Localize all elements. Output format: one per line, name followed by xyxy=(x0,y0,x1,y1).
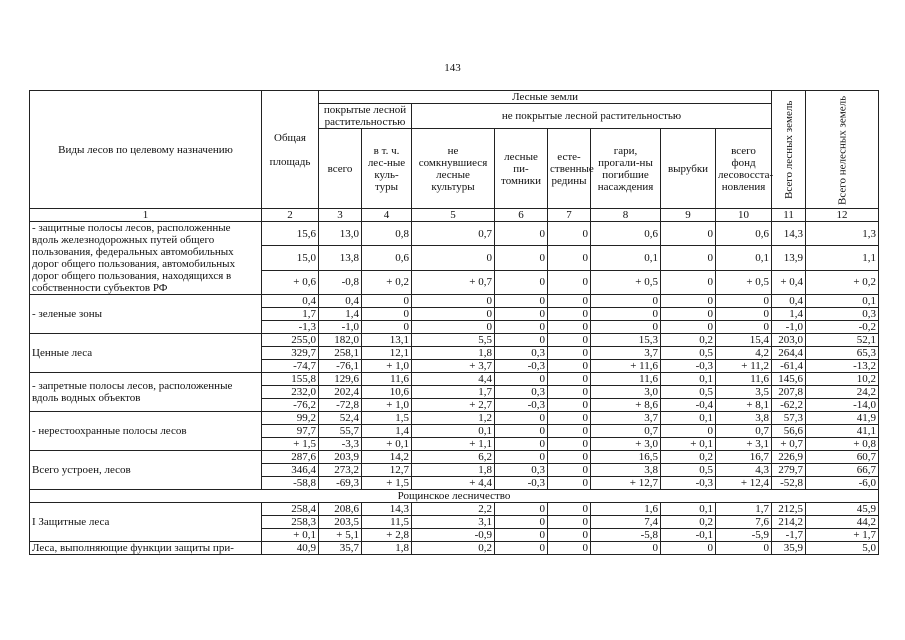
table-cell: 129,6 xyxy=(319,373,362,386)
table-cell: 15,0 xyxy=(262,246,319,270)
table-cell: 0 xyxy=(548,464,591,477)
table-cell: 0 xyxy=(362,295,412,308)
table-cell: 4,4 xyxy=(412,373,495,386)
table-cell: 3,7 xyxy=(591,412,661,425)
table-cell: 12,1 xyxy=(362,347,412,360)
table-cell: 258,1 xyxy=(319,347,362,360)
table-cell: 0 xyxy=(495,438,548,451)
table-cell: 0 xyxy=(716,295,772,308)
table-cell: 0 xyxy=(548,529,591,542)
table-cell: 0 xyxy=(548,503,591,516)
table-cell: + 1,0 xyxy=(362,399,412,412)
forest-table xyxy=(29,90,879,555)
column-number: 3 xyxy=(319,209,362,222)
table-cell: 0,4 xyxy=(772,295,806,308)
table-cell: 24,2 xyxy=(806,386,879,399)
table-cell: 13,8 xyxy=(319,246,362,270)
table-cell: -0,3 xyxy=(661,360,716,373)
table-cell: -58,8 xyxy=(262,477,319,490)
table-cell: 207,8 xyxy=(772,386,806,399)
table-cell: 279,7 xyxy=(772,464,806,477)
table-cell: 0 xyxy=(548,308,591,321)
table-cell: 155,8 xyxy=(262,373,319,386)
table-cell: 0,3 xyxy=(495,347,548,360)
table-cell: 0 xyxy=(495,222,548,246)
table-cell: 15,4 xyxy=(716,334,772,347)
table-row xyxy=(30,503,879,516)
table-cell: 12,7 xyxy=(362,464,412,477)
table-cell: 11,6 xyxy=(591,373,661,386)
table-cell: 0 xyxy=(548,425,591,438)
table-cell: 7,6 xyxy=(716,516,772,529)
header-burned: гари, прогали-ны погибшие насаждения xyxy=(591,129,661,209)
table-cell: 0 xyxy=(495,308,548,321)
table-cell: -0,3 xyxy=(495,477,548,490)
table-cell: 3,8 xyxy=(716,412,772,425)
table-cell: 0,5 xyxy=(661,464,716,477)
table-cell: 0 xyxy=(495,295,548,308)
table-cell: 0 xyxy=(661,270,716,294)
table-cell: 0 xyxy=(495,451,548,464)
table-cell: 0 xyxy=(412,321,495,334)
table-cell: 3,0 xyxy=(591,386,661,399)
table-row xyxy=(30,295,879,308)
table-cell: 1,7 xyxy=(716,503,772,516)
table-cell: 3,8 xyxy=(591,464,661,477)
table-cell: 0,3 xyxy=(495,464,548,477)
column-number: 9 xyxy=(661,209,716,222)
table-row xyxy=(30,542,879,555)
table-cell: 40,9 xyxy=(262,542,319,555)
table-row xyxy=(30,412,879,425)
table-cell: 35,9 xyxy=(772,542,806,555)
table-cell: + 1,5 xyxy=(362,477,412,490)
table-cell: 7,4 xyxy=(591,516,661,529)
table-cell: 56,6 xyxy=(772,425,806,438)
table-cell: 4,2 xyxy=(716,347,772,360)
table-cell: 10,2 xyxy=(806,373,879,386)
table-cell: 258,3 xyxy=(262,516,319,529)
table-cell: 203,9 xyxy=(319,451,362,464)
table-cell: 0 xyxy=(548,347,591,360)
table-cell: -74,7 xyxy=(262,360,319,373)
table-cell: 0 xyxy=(548,334,591,347)
header-total-nonforest: Всего нелесных земель xyxy=(806,91,879,209)
table-cell: + 3,0 xyxy=(591,438,661,451)
table-cell: 214,2 xyxy=(772,516,806,529)
table-cell: 0 xyxy=(495,246,548,270)
table-cell: -0,1 xyxy=(661,529,716,542)
header-total-fund: всего фонд лесовосста-новления xyxy=(716,129,772,209)
table-cell: + 0,6 xyxy=(262,270,319,294)
table-cell: 0,1 xyxy=(716,246,772,270)
table-cell: 0 xyxy=(716,321,772,334)
table-cell: 1,4 xyxy=(362,425,412,438)
table-cell: 0 xyxy=(412,308,495,321)
row-label: - нерестоохранные полосы лесов xyxy=(30,412,262,451)
table-cell: 182,0 xyxy=(319,334,362,347)
table-cell: 0 xyxy=(548,477,591,490)
header-plantations: в т. ч. лес-ные куль-туры xyxy=(362,129,412,209)
table-cell: 0 xyxy=(495,321,548,334)
header-nurseries: лесные пи-томники xyxy=(495,129,548,209)
column-number: 12 xyxy=(806,209,879,222)
column-number: 5 xyxy=(412,209,495,222)
table-cell: 0 xyxy=(495,270,548,294)
table-cell: 0 xyxy=(495,373,548,386)
table-cell: 264,4 xyxy=(772,347,806,360)
table-row xyxy=(30,451,879,464)
table-cell: 1,4 xyxy=(772,308,806,321)
table-cell: 0,1 xyxy=(806,295,879,308)
table-cell: 0 xyxy=(495,529,548,542)
table-cell: 0 xyxy=(661,308,716,321)
table-cell: 145,6 xyxy=(772,373,806,386)
table-cell: -3,3 xyxy=(319,438,362,451)
column-number: 6 xyxy=(495,209,548,222)
table-cell: 1,2 xyxy=(412,412,495,425)
table-cell: + 1,5 xyxy=(262,438,319,451)
table-cell: + 5,1 xyxy=(319,529,362,542)
table-cell: 0 xyxy=(495,503,548,516)
table-cell: 0,1 xyxy=(661,373,716,386)
table-cell: 0,1 xyxy=(661,412,716,425)
header-natural-sparse: есте-ственные редины xyxy=(548,129,591,209)
table-cell: 0 xyxy=(362,321,412,334)
table-cell: 0 xyxy=(412,295,495,308)
table-cell: + 3,1 xyxy=(716,438,772,451)
table-row xyxy=(30,373,879,386)
table-cell: + 4,4 xyxy=(412,477,495,490)
table-cell: + 0,4 xyxy=(772,270,806,294)
header-area: Общая площадь xyxy=(262,91,319,209)
table-cell: 14,3 xyxy=(362,503,412,516)
table-cell: 0,2 xyxy=(661,451,716,464)
table-cell: -76,2 xyxy=(262,399,319,412)
table-cell: 52,1 xyxy=(806,334,879,347)
column-number: 4 xyxy=(362,209,412,222)
table-cell: 0 xyxy=(591,308,661,321)
table-cell: 273,2 xyxy=(319,464,362,477)
table-cell: + 11,6 xyxy=(591,360,661,373)
column-number: 11 xyxy=(772,209,806,222)
table-cell: 0 xyxy=(548,451,591,464)
page-number: 143 xyxy=(444,62,461,74)
table-cell: 208,6 xyxy=(319,503,362,516)
table-cell: 212,5 xyxy=(772,503,806,516)
table-cell: 5,0 xyxy=(806,542,879,555)
table-cell: 1,1 xyxy=(806,246,879,270)
table-cell: 0,2 xyxy=(412,542,495,555)
table-cell: -13,2 xyxy=(806,360,879,373)
column-number: 10 xyxy=(716,209,772,222)
table-cell: 0,7 xyxy=(716,425,772,438)
table-cell: 41,9 xyxy=(806,412,879,425)
row-label: Всего устроен, лесов xyxy=(30,451,262,490)
header-forest-lands: Лесные земли xyxy=(319,91,772,104)
table-cell: + 1,1 xyxy=(412,438,495,451)
table-cell: 0 xyxy=(548,321,591,334)
table-cell: + 8,6 xyxy=(591,399,661,412)
table-cell: 1,3 xyxy=(806,222,879,246)
section-row xyxy=(30,490,879,503)
table-cell: -0,3 xyxy=(495,399,548,412)
table-cell: + 0,2 xyxy=(362,270,412,294)
table-cell: 0 xyxy=(716,542,772,555)
table-cell: 3,5 xyxy=(716,386,772,399)
table-cell: 287,6 xyxy=(262,451,319,464)
table-cell: + 0,8 xyxy=(806,438,879,451)
table-cell: 99,2 xyxy=(262,412,319,425)
header-types: Виды лесов по целевому назначению xyxy=(30,91,262,209)
table-cell: 15,6 xyxy=(262,222,319,246)
table-cell: 0 xyxy=(661,222,716,246)
table-cell: 0 xyxy=(495,425,548,438)
table-cell: 0,2 xyxy=(661,334,716,347)
table-cell: + 12,4 xyxy=(716,477,772,490)
table-cell: 0,3 xyxy=(495,386,548,399)
table-cell: -5,8 xyxy=(591,529,661,542)
table-cell: 13,9 xyxy=(772,246,806,270)
table-cell: 66,7 xyxy=(806,464,879,477)
table-cell: 0 xyxy=(661,295,716,308)
table-cell: 0 xyxy=(591,321,661,334)
table-cell: 0 xyxy=(548,399,591,412)
table-cell: 60,7 xyxy=(806,451,879,464)
table-cell: 0 xyxy=(548,270,591,294)
table-cell: + 1,0 xyxy=(362,360,412,373)
table-cell: 1,6 xyxy=(591,503,661,516)
table-cell: 3,1 xyxy=(412,516,495,529)
table-cell: 0 xyxy=(661,425,716,438)
table-cell: + 2,7 xyxy=(412,399,495,412)
table-cell: 13,1 xyxy=(362,334,412,347)
table-cell: 3,7 xyxy=(591,347,661,360)
table-cell: 0 xyxy=(412,246,495,270)
table-cell: 202,4 xyxy=(319,386,362,399)
table-cell: 55,7 xyxy=(319,425,362,438)
table-cell: -72,8 xyxy=(319,399,362,412)
table-cell: -62,2 xyxy=(772,399,806,412)
table-cell: -0,3 xyxy=(495,360,548,373)
table-cell: 329,7 xyxy=(262,347,319,360)
table-cell: 16,5 xyxy=(591,451,661,464)
header-clearings: вырубки xyxy=(661,129,716,209)
table-cell: + 3,7 xyxy=(412,360,495,373)
table-cell: + 0,5 xyxy=(716,270,772,294)
header-total-forest: Всего лесных земель xyxy=(772,91,806,209)
table-cell: 41,1 xyxy=(806,425,879,438)
table-cell: 13,0 xyxy=(319,222,362,246)
table-cell: 0 xyxy=(495,412,548,425)
table-cell: + 0,1 xyxy=(262,529,319,542)
table-cell: + 11,2 xyxy=(716,360,772,373)
table-cell: 0 xyxy=(591,542,661,555)
table-cell: 0,1 xyxy=(412,425,495,438)
table-cell: -0,8 xyxy=(319,270,362,294)
table-cell: + 0,1 xyxy=(362,438,412,451)
table-cell: 0,5 xyxy=(661,347,716,360)
row-label: - защитные полосы лесов, расположенные вдоль железнодорожных путей общего пользования, федеральных автомобильных дорог общего пользования, автомобильных дорог общего пользования, находящихся в собственности субъектов РФ xyxy=(30,222,262,295)
table-cell: -61,4 xyxy=(772,360,806,373)
table-cell: 5,5 xyxy=(412,334,495,347)
table-cell: 0,7 xyxy=(412,222,495,246)
table-cell: 0,6 xyxy=(591,222,661,246)
table-cell: 0,4 xyxy=(262,295,319,308)
table-cell: 0 xyxy=(495,334,548,347)
table-cell: -14,0 xyxy=(806,399,879,412)
row-label: - зеленые зоны xyxy=(30,295,262,334)
table-cell: + 0,2 xyxy=(806,270,879,294)
table-cell: + 0,5 xyxy=(591,270,661,294)
table-cell: 1,5 xyxy=(362,412,412,425)
table-cell: -52,8 xyxy=(772,477,806,490)
table-cell: + 0,1 xyxy=(661,438,716,451)
table-cell: -76,1 xyxy=(319,360,362,373)
table-cell: + 1,7 xyxy=(806,529,879,542)
table-cell: 0,2 xyxy=(661,516,716,529)
table-cell: -1,7 xyxy=(772,529,806,542)
table-cell: 0 xyxy=(716,308,772,321)
header-non-closed: не сомкнувшиеся лесные культуры xyxy=(412,129,495,209)
table-cell: 4,3 xyxy=(716,464,772,477)
table-cell: -1,0 xyxy=(319,321,362,334)
table-cell: 226,9 xyxy=(772,451,806,464)
table-cell: 0,1 xyxy=(591,246,661,270)
table-cell: -1,3 xyxy=(262,321,319,334)
table-cell: 6,2 xyxy=(412,451,495,464)
table-cell: 0,7 xyxy=(591,425,661,438)
table-cell: -5,9 xyxy=(716,529,772,542)
table-cell: 203,0 xyxy=(772,334,806,347)
row-label: Ценные леса xyxy=(30,334,262,373)
table-cell: 44,2 xyxy=(806,516,879,529)
table-cell: 0 xyxy=(548,516,591,529)
row-label: I Защитные леса xyxy=(30,503,262,542)
table-cell: 1,7 xyxy=(412,386,495,399)
table-cell: 15,3 xyxy=(591,334,661,347)
table-cell: 45,9 xyxy=(806,503,879,516)
table-cell: 11,5 xyxy=(362,516,412,529)
table-cell: 11,6 xyxy=(716,373,772,386)
header-not-covered: не покрытые лесной растительностью xyxy=(412,104,772,129)
table-cell: 2,2 xyxy=(412,503,495,516)
table-row xyxy=(30,222,879,246)
table-cell: 1,7 xyxy=(262,308,319,321)
table-cell: 346,4 xyxy=(262,464,319,477)
section-title: Рощинское лесничество xyxy=(30,490,879,503)
table-cell: 0 xyxy=(661,321,716,334)
table-cell: 0 xyxy=(362,308,412,321)
table-cell: 0 xyxy=(548,222,591,246)
table-cell: 0,5 xyxy=(661,386,716,399)
table-cell: -0,9 xyxy=(412,529,495,542)
table-cell: -6,0 xyxy=(806,477,879,490)
table-cell: 1,8 xyxy=(362,542,412,555)
table-cell: -69,3 xyxy=(319,477,362,490)
table-cell: + 0,7 xyxy=(412,270,495,294)
table-cell: 0 xyxy=(495,516,548,529)
table-cell: 65,3 xyxy=(806,347,879,360)
table-cell: 16,7 xyxy=(716,451,772,464)
table-cell: + 0,7 xyxy=(772,438,806,451)
table-cell: 255,0 xyxy=(262,334,319,347)
table-cell: + 2,8 xyxy=(362,529,412,542)
table-cell: 10,6 xyxy=(362,386,412,399)
table-cell: 0 xyxy=(548,542,591,555)
table-cell: 0,8 xyxy=(362,222,412,246)
table-cell: 0 xyxy=(495,542,548,555)
table-cell: 14,2 xyxy=(362,451,412,464)
table-cell: 0 xyxy=(548,438,591,451)
table-cell: -0,4 xyxy=(661,399,716,412)
table-cell: 0 xyxy=(548,246,591,270)
table-cell: 0 xyxy=(661,246,716,270)
table-cell: -0,2 xyxy=(806,321,879,334)
row-label: Леса, выполняющие функции защиты при- xyxy=(30,542,262,555)
table-cell: 57,3 xyxy=(772,412,806,425)
table-cell: -1,0 xyxy=(772,321,806,334)
table-cell: 1,4 xyxy=(319,308,362,321)
table-cell: 0,4 xyxy=(319,295,362,308)
table-cell: 203,5 xyxy=(319,516,362,529)
table-cell: 0 xyxy=(548,360,591,373)
row-label: - запретные полосы лесов, расположенные вдоль водных объектов xyxy=(30,373,262,412)
table-row xyxy=(30,334,879,347)
header-covered: покрытые лесной растительностью xyxy=(319,104,412,129)
table-cell: 0,3 xyxy=(806,308,879,321)
table-cell: 0 xyxy=(548,373,591,386)
table-cell: 35,7 xyxy=(319,542,362,555)
table-cell: 11,6 xyxy=(362,373,412,386)
column-number: 1 xyxy=(30,209,262,222)
table-cell: 232,0 xyxy=(262,386,319,399)
table-cell: 52,4 xyxy=(319,412,362,425)
table-cell: + 12,7 xyxy=(591,477,661,490)
table-cell: 0 xyxy=(591,295,661,308)
table-cell: 1,8 xyxy=(412,464,495,477)
table-cell: 0,6 xyxy=(716,222,772,246)
table-cell: 258,4 xyxy=(262,503,319,516)
column-number: 2 xyxy=(262,209,319,222)
table-cell: 0 xyxy=(548,295,591,308)
table-cell: 0,1 xyxy=(661,503,716,516)
table-cell: 0 xyxy=(548,386,591,399)
table-cell: 0 xyxy=(548,412,591,425)
table-cell: 97,7 xyxy=(262,425,319,438)
table-cell: + 8,1 xyxy=(716,399,772,412)
table-cell: 1,8 xyxy=(412,347,495,360)
column-number: 8 xyxy=(591,209,661,222)
column-numbers-row xyxy=(30,209,879,222)
table-cell: 14,3 xyxy=(772,222,806,246)
header-total: всего xyxy=(319,129,362,209)
table-cell: 0,6 xyxy=(362,246,412,270)
table-cell: 0 xyxy=(661,542,716,555)
column-number: 7 xyxy=(548,209,591,222)
table-cell: -0,3 xyxy=(661,477,716,490)
